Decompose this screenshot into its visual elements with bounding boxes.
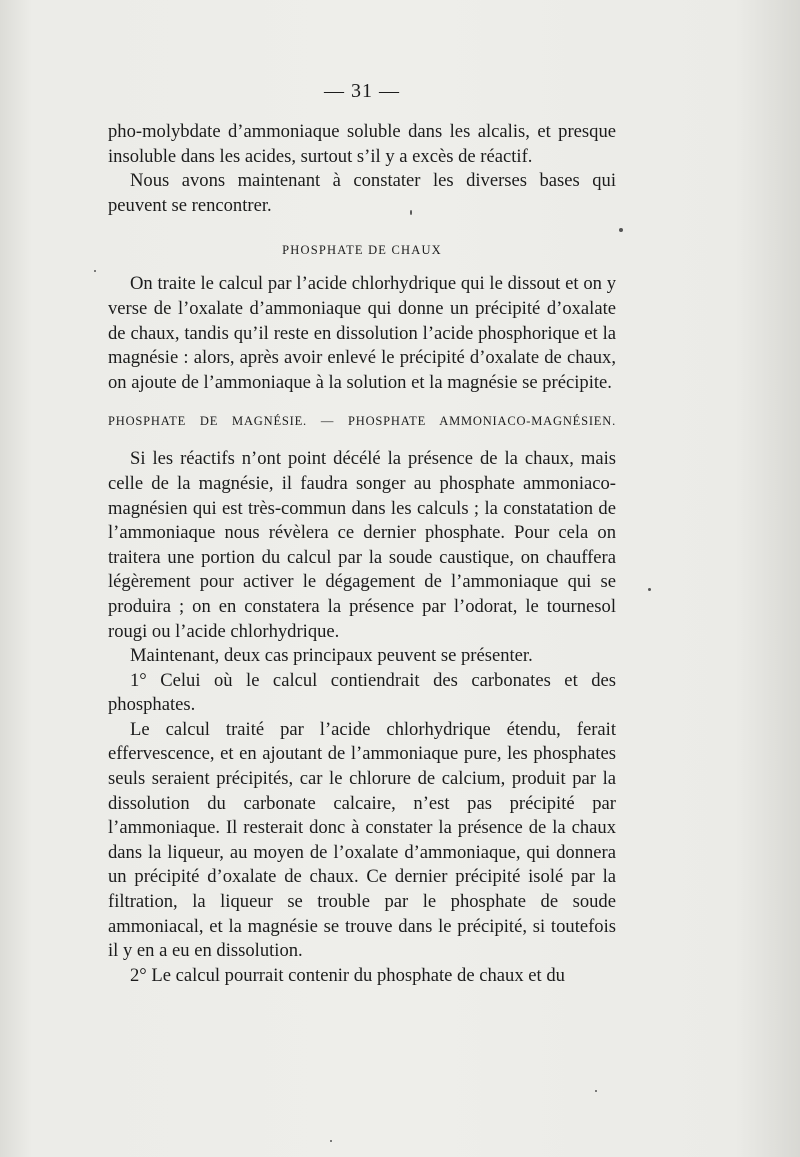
paragraph-5: Maintenant, deux cas principaux peuvent se présenter. <box>130 645 533 667</box>
heading-phosphate-chaux: PHOSPHATE DE CHAUX <box>282 243 442 258</box>
paragraph-6: 1° Celui où le calcul contiendrait des carbonates et des phosphates. <box>108 669 616 716</box>
paragraph-1: pho-molybdate d’ammoniaque soluble dans les alcalis, et presque insoluble dans les acides, surtout s’il y a excès de réactif. <box>108 121 616 167</box>
paragraph-4: Si les réactifs n’ont point décélé la présence de la chaux, mais celle de la magnésie, il faudra songer au phosphate ammoniaco-magnésien qui est très-commun dans les calculs ; la constatation de l’ammoniaque nous révèlera ce dernier phosphate. Pour cela on traitera une portion du calcul par la soude caustique, on chauffera légèrement pour activer le dégagement de l’ammoniaque qui se produira ; on en constatera la présence par l’odorat, le tournesol rougi ou l’acide chlorhydrique. <box>108 448 616 642</box>
paragraph-8: 2° Le calcul pourrait contenir du phosphate de chaux et du <box>130 964 565 986</box>
heading-phosphate-magnesie: PHOSPHATE DE MAGNÉSIE. — PHOSPHATE AMMONIACO-MAGNÉSIEN. <box>108 414 616 429</box>
paragraph-7: Le calcul traité par l’acide chlorhydrique étendu, ferait effervescence, et en ajoutant de l’ammoniaque pure, les phosphates seuls seraient précipités, car le chlorure de calcium, produit par la dissolution du carbonate calcaire, n’est pas précipité par l’ammoniaque. Il resterait donc à constater la présence de la chaux dans la liqueur, au moyen de l’oxalate d’ammoniaque, qui donnera un précipité d’oxalate de chaux. Ce dernier précipité isolé par la filtration, la liqueur se trouble par le phosphate de soude ammoniacal, et la magnésie se trouve dans le précipité, si toutefois il y en a eu en dissolution. <box>108 718 616 962</box>
text-block <box>108 78 616 988</box>
page-number: — 31 — <box>324 80 400 102</box>
paragraph-3: On traite le calcul par l’acide chlorhydrique qui le dissout et on y verse de l’oxalate d’ammoniaque qui donne un précipité d’oxalate de chaux, tandis qu’il reste en dissolution l’acide phosphorique et la magnésie : alors, après avoir enlevé le précipité d’oxalate de chaux, on ajoute de l’ammoniaque à la solution et la magnésie se précipite. <box>108 273 616 393</box>
paragraph-2: Nous avons maintenant à constater les diverses bases qui peuvent se rencontrer. <box>108 170 616 216</box>
